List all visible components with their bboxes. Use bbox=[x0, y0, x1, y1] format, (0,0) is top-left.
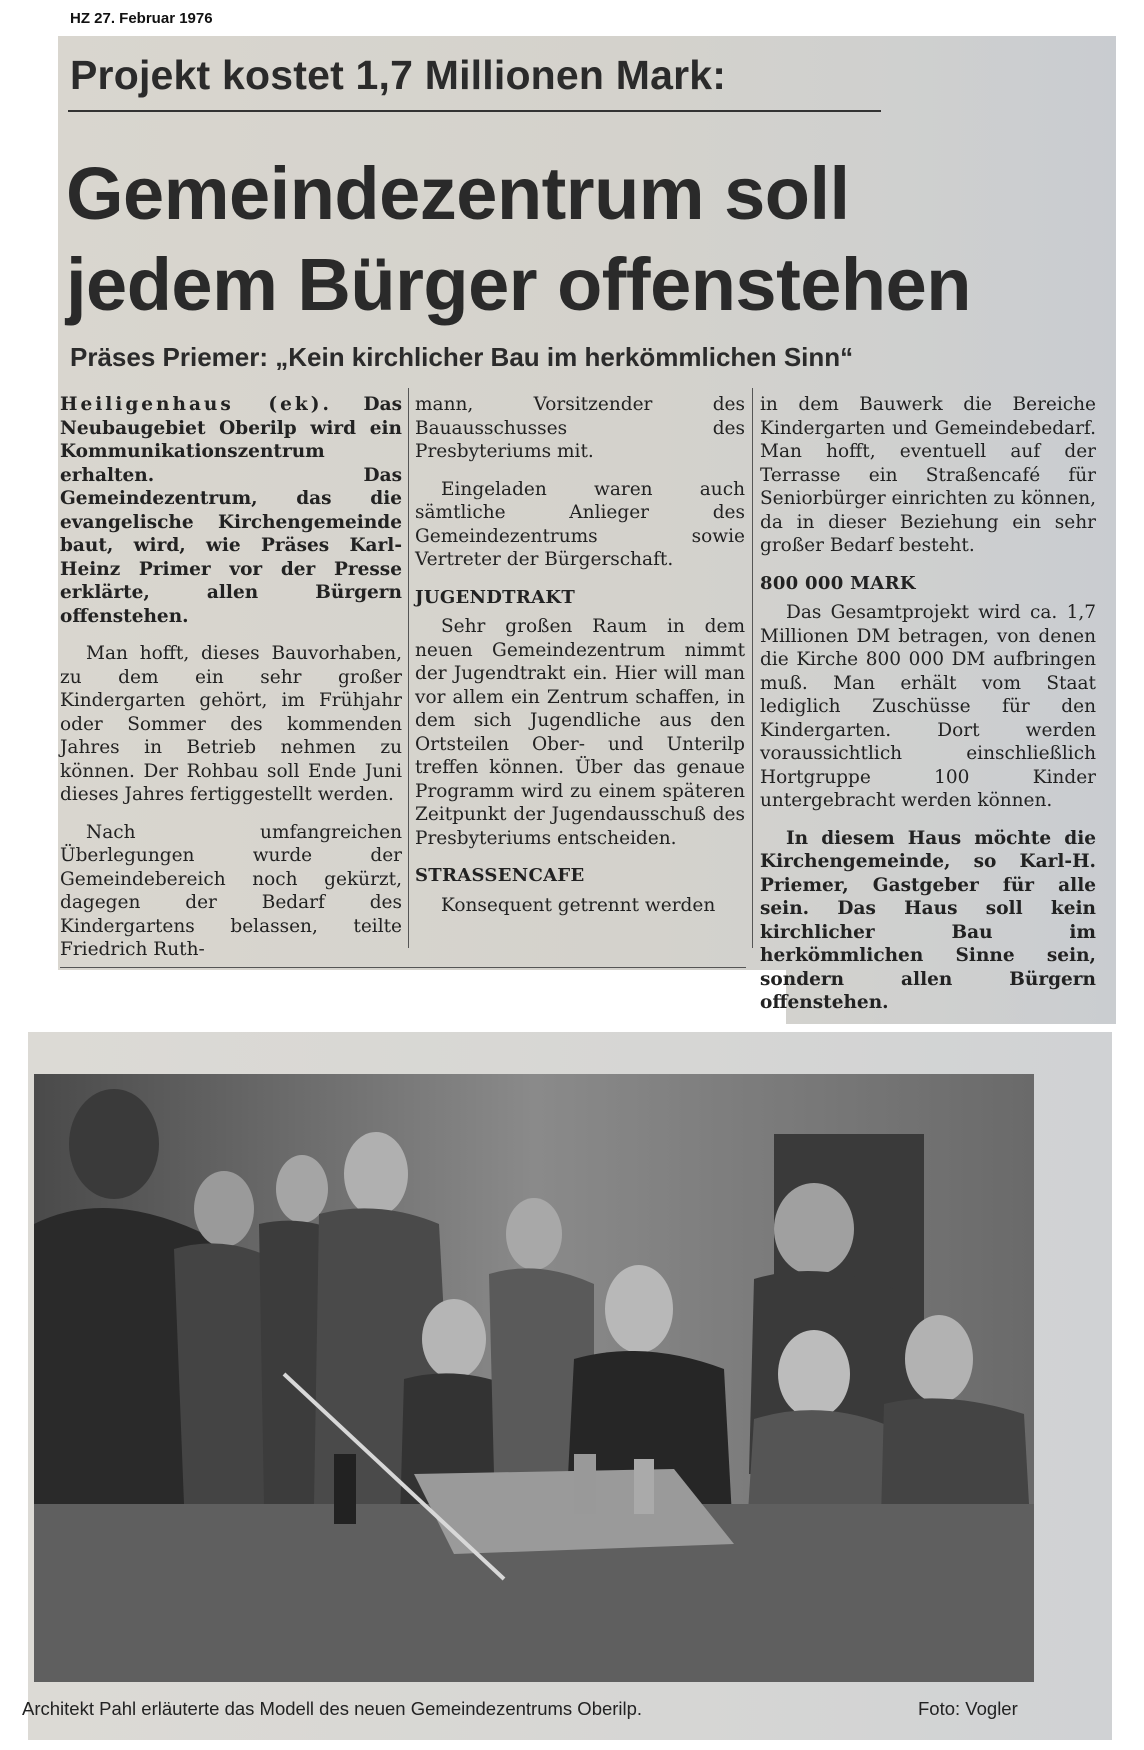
photo-credit: Foto: Vogler bbox=[918, 1698, 1018, 1719]
source-label: HZ 27. Februar 1976 bbox=[70, 10, 213, 27]
bottle bbox=[334, 1454, 356, 1524]
article-column-3 bbox=[760, 393, 1096, 1013]
paragraph: Eingeladen waren auch sämtliche Anlieger des Gemeindezentrums sowie Vertreter der Bürgerschaft. bbox=[415, 478, 745, 570]
glass bbox=[574, 1454, 596, 1514]
paragraph: Sehr großen Raum in dem neuen Gemeindezentrum nimmt der Jugendtrakt ein. Hier will man vor allem ein Zentrum schaffen, in dem sich Jugendliche aus den Ortsteilen Ober- und Unterilp treffen können. Über das genaue Programm wird zu einem späteren Zeitpunkt der Jugendausschuß des Presbyteriums entscheiden. bbox=[415, 616, 745, 849]
paragraph: mann, Vorsitzender des Bauausschusses des Presbyteriums mit. bbox=[415, 394, 745, 462]
paragraph: in dem Bauwerk die Bereiche Kindergarten und Gemeindebedarf. Man hofft, eventuell auf der Terrasse ein Straßencafé für Seniorbürger einrichten zu können, da in dieser Beziehung ein sehr großer Bedarf besteht. bbox=[760, 394, 1097, 556]
section-heading: 800 000 MARK bbox=[760, 572, 916, 594]
glass bbox=[634, 1459, 654, 1514]
paragraph: Nach umfangreichen Überlegungen wurde der Gemeindebereich noch gekürzt, dagegen der Bedarf des Kindergartens belassen, teilte Friedrich Ruth- bbox=[60, 821, 402, 960]
group-photo bbox=[34, 1074, 1034, 1682]
lead-paragraph bbox=[60, 393, 402, 628]
paragraph: Das Gesamtprojekt wird ca. 1,7 Millionen DM betragen, von denen die Kirche 800 000 DM aufbringen muß. Man erhält vom Staat lediglich Zuschüsse für den Kindergarten. Dort werden voraussichtlich einschließlich Hortgruppe 100 Kinder untergebracht werden können. bbox=[760, 602, 1096, 811]
closing-paragraph: In diesem Haus möchte die Kirchengemeinde, so Karl-H. Priemer, Gastgeber für alle sein. Das Haus soll kein kirchlicher Bau im herkömmlichen Sinne sein, sondern allen Bürgern offenstehen. bbox=[760, 827, 1096, 1013]
lead-text: Das Neubaugebiet Oberilp wird ein Kommunikationszentrum erhalten. Das Gemeindezentrum, das die evangelische Kirchengemeinde baut, wird, wie Präses Karl-Heinz Primer vor der Presse erklärte, allen Bürgern offenstehen. bbox=[60, 394, 402, 627]
paragraph: Konsequent getrennt werden bbox=[441, 894, 716, 916]
group-photo-graphic bbox=[34, 1074, 1034, 1682]
section-heading: STRASSENCAFE bbox=[415, 865, 585, 886]
column-divider bbox=[408, 388, 409, 948]
photo-caption: Architekt Pahl erläuterte das Modell des neuen Gemeindezentrums Oberilp. bbox=[22, 1698, 643, 1719]
article-column-1 bbox=[60, 393, 402, 960]
subheadline: Präses Priemer: „Kein kirchlicher Bau im herkömmlichen Sinn“ bbox=[70, 342, 854, 372]
paragraph: Man hofft, dieses Bauvorhaben, zu dem ein sehr großer Kindergarten gehört, im Frühjahr oder Sommer des kommenden Jahres in Betrieb nehmen zu können. Der Rohbau soll Ende Juni dieses Jahres fertiggestellt werden. bbox=[60, 643, 402, 805]
article-column-2 bbox=[415, 393, 745, 933]
bottom-rule bbox=[60, 967, 746, 968]
kicker-rule bbox=[68, 110, 881, 112]
headline-kicker: Projekt kostet 1,7 Millionen Mark: bbox=[70, 52, 727, 98]
column-divider bbox=[752, 388, 753, 948]
section-heading: JUGENDTRAKT bbox=[415, 586, 576, 608]
headline: Gemeindezentrum soll jedem Bürger offenstehen bbox=[66, 152, 971, 326]
dateline: Heiligenhaus (ek). bbox=[60, 394, 332, 415]
